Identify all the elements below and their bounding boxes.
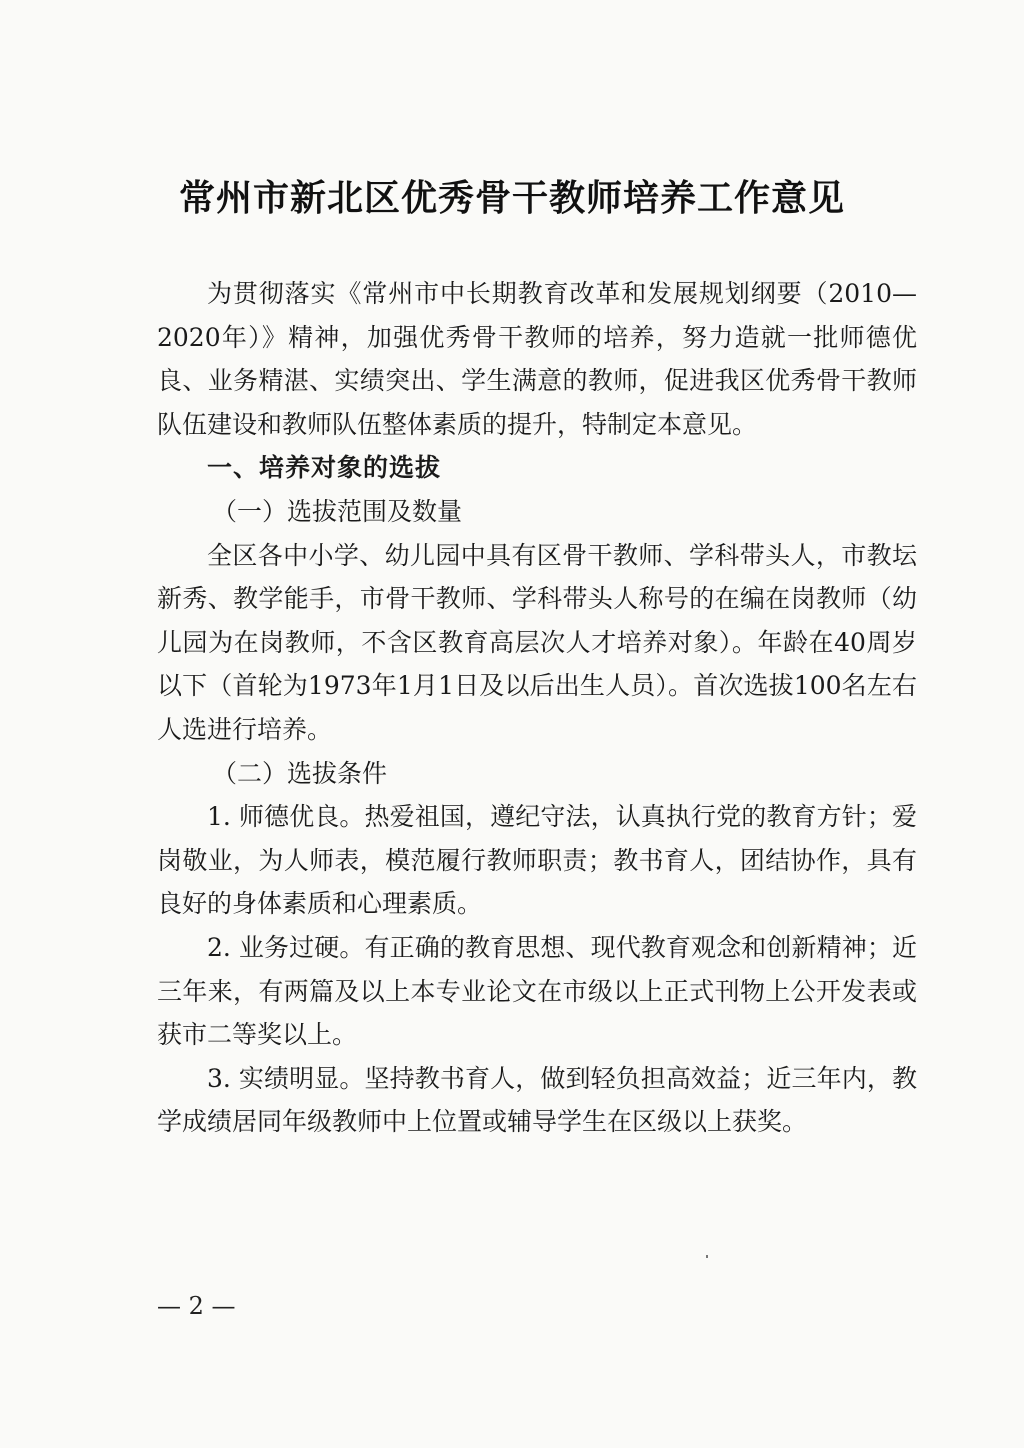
intro-paragraph: 为贯彻落实《常州市中长期教育改革和发展规划纲要（2010—2020年）》精神，加强优秀骨干教师的培养，努力造就一批师德优良、业务精湛、实绩突出、学生满意的教师，促进我区优秀骨干教师队伍建设和教师队伍整体素质的提升，特制定本意见。 [157, 279, 917, 439]
page-number: — 2 — [157, 1292, 236, 1320]
subheading-scope-and-quantity: （一）选拔范围及数量 [212, 496, 463, 526]
condition-item-3: 3. 实绩明显。坚持教书育人，做到轻负担高效益；近三年内，教学成绩居同年级教师中上位置或辅导学生在区级以上获奖。 [157, 1063, 917, 1137]
document-title: 常州市新北区优秀骨干教师培养工作意见 [178, 177, 845, 219]
document-body [157, 272, 917, 1144]
subheading-selection-conditions: （二）选拔条件 [212, 758, 388, 788]
condition-item-2: 2. 业务过硬。有正确的教育思想、现代教育观念和创新精神；近三年来，有两篇及以上本专业论文在市级以上正式刊物上公开发表或获市二等奖以上。 [157, 932, 917, 1050]
section-heading-selection: 一、培养对象的选拔 [207, 453, 442, 483]
scope-paragraph: 全区各中小学、幼儿园中具有区骨干教师、学科带头人，市教坛新秀、教学能手，市骨干教师、学科带头人称号的在编在岗教师（幼儿园为在岗教师，不含区教育高层次人才培养对象）。年龄在40周岁以下（首轮为1973年1月1日及以后出生人员）。首次选拔100名左右人选进行培养。 [157, 540, 917, 744]
condition-item-1: 1. 师德优良。热爱祖国，遵纪守法，认真执行党的教育方针；爱岗敬业，为人师表，模范履行教师职责；教书育人，团结协作，具有良好的身体素质和心理素质。 [157, 802, 917, 919]
scan-speck [706, 1255, 708, 1258]
